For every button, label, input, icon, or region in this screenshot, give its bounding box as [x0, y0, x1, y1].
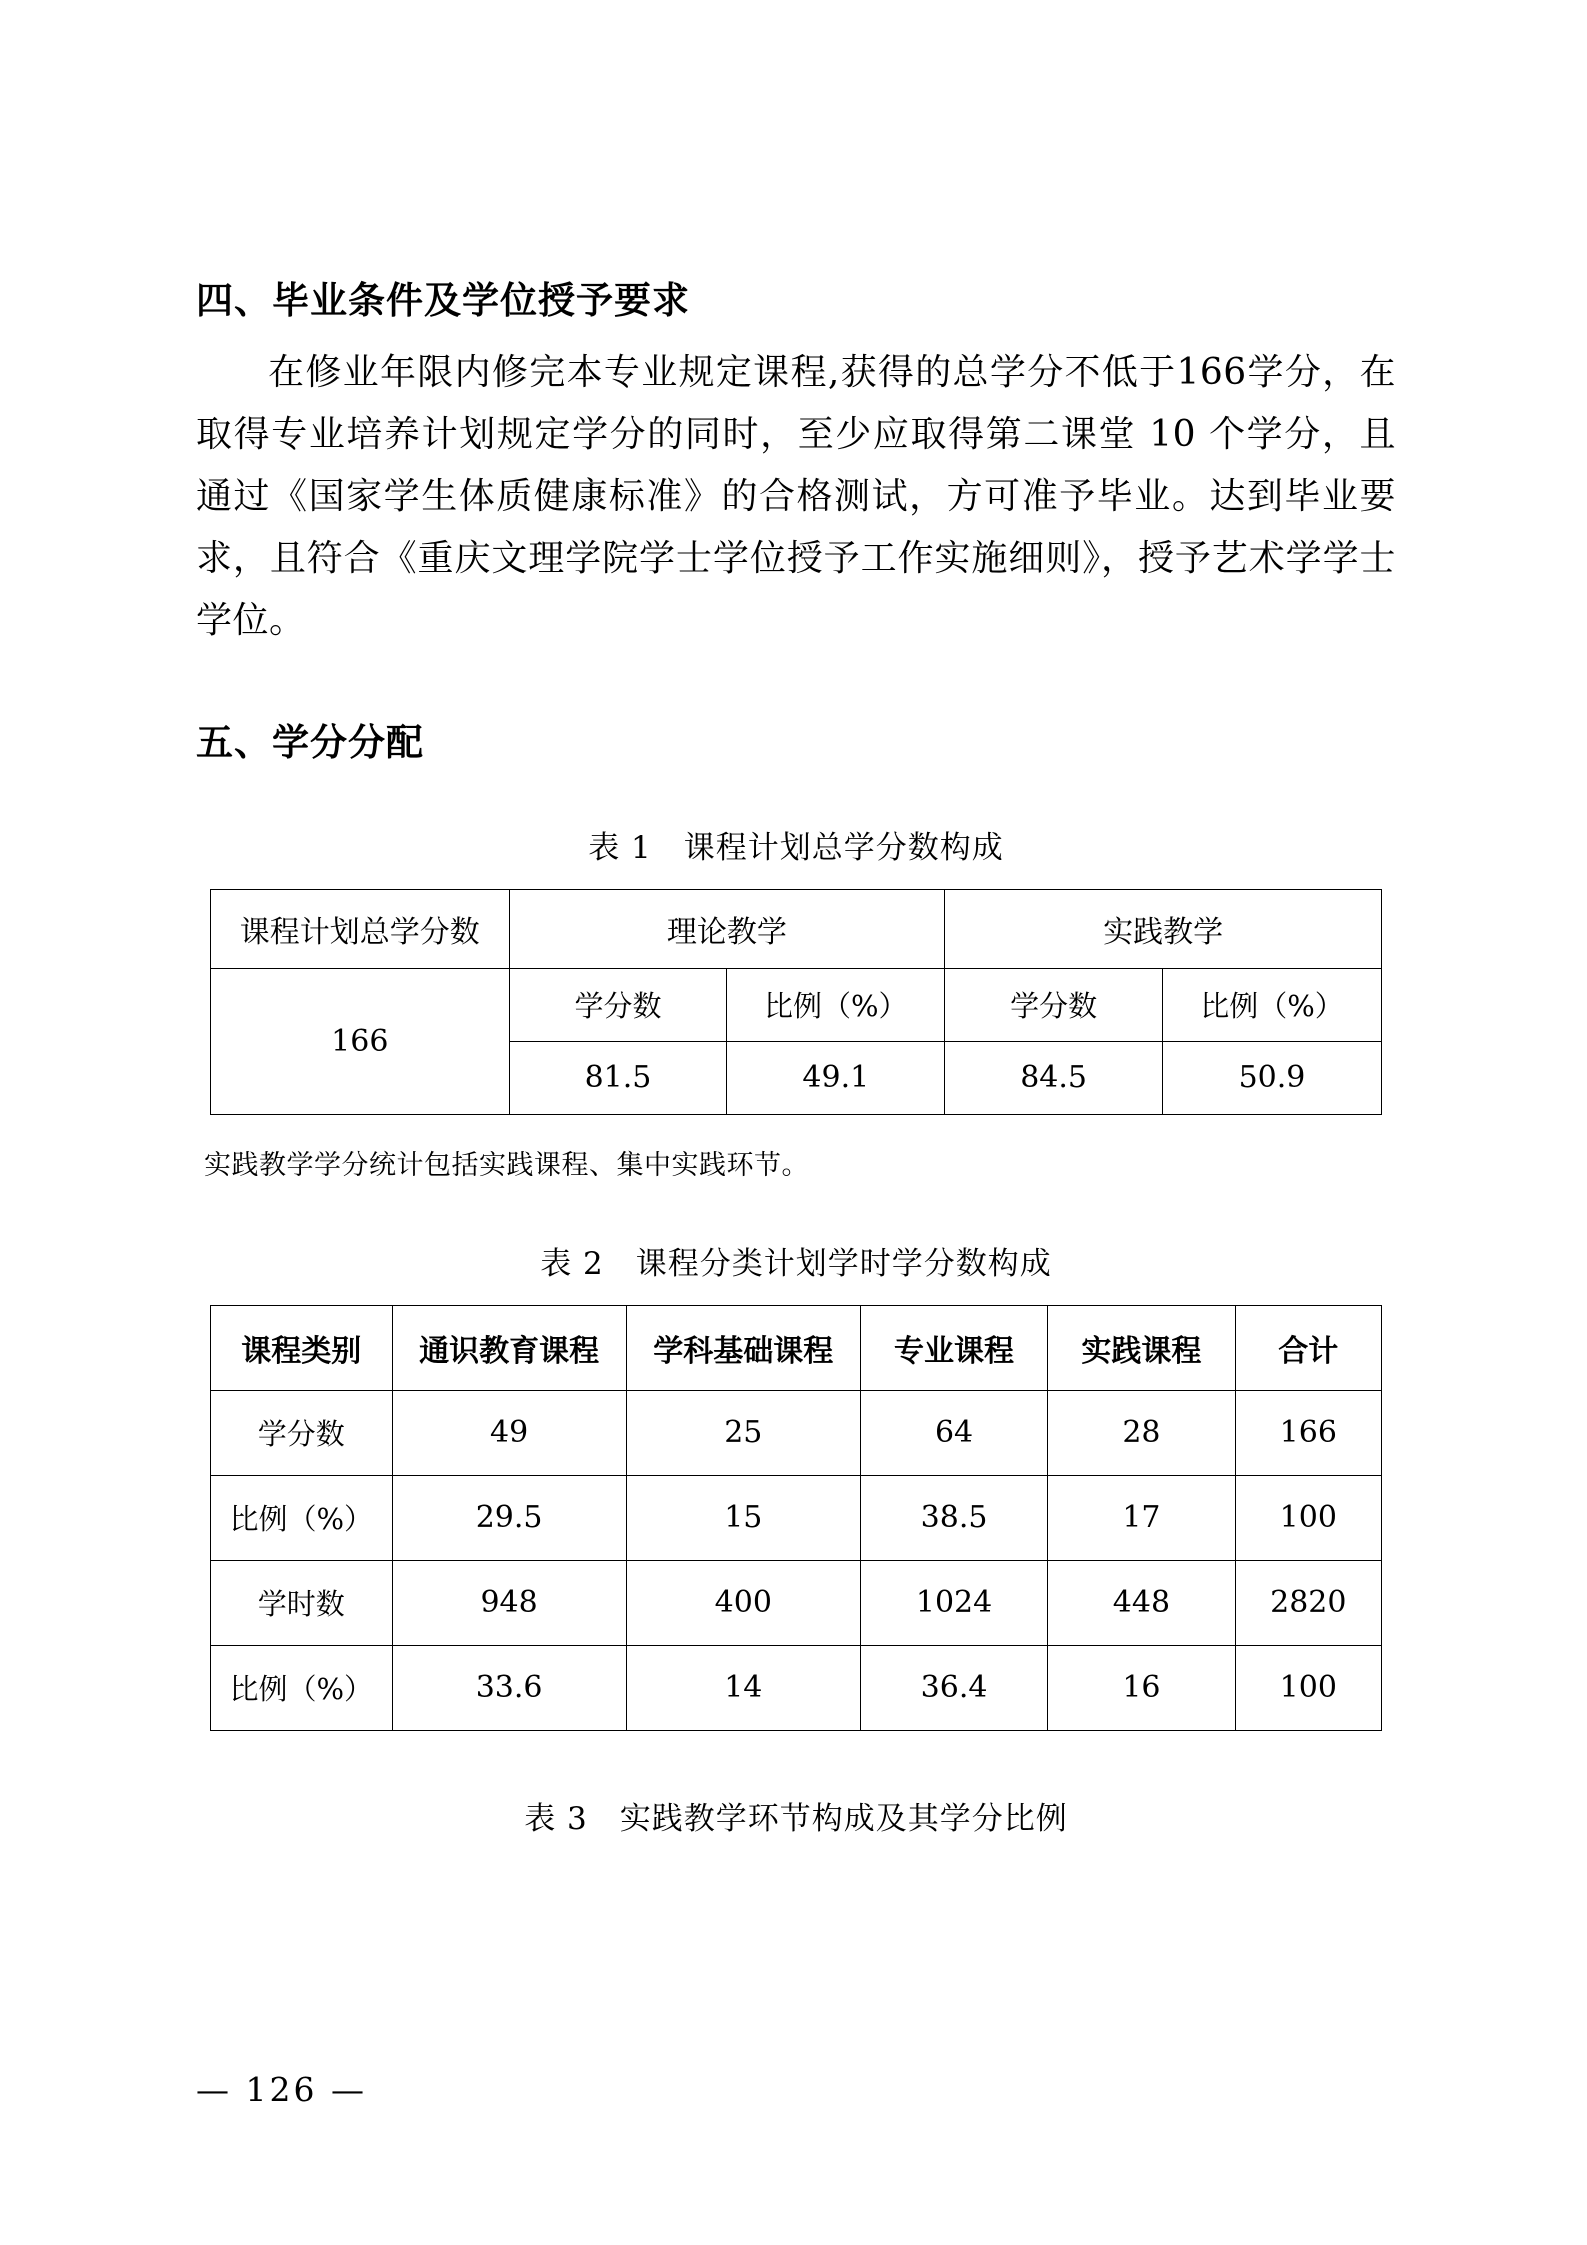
table1-value-2: 84.5	[945, 1041, 1163, 1114]
table2-row-2-value-0: 948	[392, 1560, 626, 1645]
table2-row-0-value-4: 166	[1235, 1390, 1381, 1475]
table1-header-theory: 理论教学	[509, 889, 945, 968]
table-row	[211, 1390, 1382, 1475]
table2-row-2-value-1: 400	[626, 1560, 860, 1645]
table2-row-1-value-4: 100	[1235, 1475, 1381, 1560]
table2-header-4: 实践课程	[1048, 1305, 1235, 1390]
table2-row-2-value-4: 2820	[1235, 1560, 1381, 1645]
table2-row-0-value-1: 25	[626, 1390, 860, 1475]
table2-row-2-value-3: 448	[1048, 1560, 1235, 1645]
table2-row-1-value-0: 29.5	[392, 1475, 626, 1560]
table-row	[211, 1475, 1382, 1560]
table2-header-3: 专业课程	[860, 1305, 1047, 1390]
table-1-note: 实践教学学分统计包括实践课程、集中实践环节。	[204, 1149, 809, 1181]
table-1-caption: 表 1 课程计划总学分数构成	[588, 829, 1004, 866]
table-course-category-composition	[210, 1305, 1382, 1731]
table2-row-1-value-3: 17	[1048, 1475, 1235, 1560]
table2-row-0-label: 学分数	[211, 1390, 393, 1475]
table-row	[211, 968, 1382, 1041]
table2-row-2-value-2: 1024	[860, 1560, 1047, 1645]
section-heading-4: 四、毕业条件及学位授予要求	[196, 280, 690, 321]
table2-header-0: 课程类别	[211, 1305, 393, 1390]
table1-value-1: 49.1	[727, 1041, 945, 1114]
table2-row-0-value-0: 49	[392, 1390, 626, 1475]
section-heading-5: 五、学分分配	[196, 721, 424, 763]
table2-header-5: 合计	[1235, 1305, 1381, 1390]
table1-total-value: 166	[211, 968, 510, 1114]
table2-row-3-value-3: 16	[1048, 1645, 1235, 1730]
table2-row-3-value-2: 36.4	[860, 1645, 1047, 1730]
table2-row-3-value-0: 33.6	[392, 1645, 626, 1730]
table2-row-3-value-1: 14	[626, 1645, 860, 1730]
table2-row-0-value-2: 64	[860, 1390, 1047, 1475]
table-row	[211, 1305, 1382, 1390]
table1-value-3: 50.9	[1162, 1041, 1381, 1114]
table-row	[211, 1560, 1382, 1645]
table1-subheader-2: 学分数	[945, 968, 1163, 1041]
table1-header-practice: 实践教学	[945, 889, 1382, 968]
table1-subheader-1: 比例（%）	[727, 968, 945, 1041]
table2-row-2-label: 学时数	[211, 1560, 393, 1645]
table-row	[211, 889, 1382, 968]
section-4-paragraph: 在修业年限内修完本专业规定课程,获得的总学分不低于166学分，在取得专业培养计划规定学分的同时，至少应取得第二课堂 10 个学分，且通过《国家学生体质健康标准》的合格测试，方可准予毕业。达到毕业要求，且符合《重庆文理学院学士学位授予工作实施细则》，授予艺术学学士学位。	[196, 352, 1396, 641]
table2-row-0-value-3: 28	[1048, 1390, 1235, 1475]
table2-row-3-value-4: 100	[1235, 1645, 1381, 1730]
table2-row-3-label: 比例（%）	[211, 1645, 393, 1730]
page-content	[196, 270, 1396, 1860]
table1-value-0: 81.5	[509, 1041, 727, 1114]
page-number: — 126 —	[196, 2070, 367, 2109]
table-credit-composition	[210, 889, 1382, 1115]
table2-header-2: 学科基础课程	[626, 1305, 860, 1390]
table1-subheader-3: 比例（%）	[1162, 968, 1381, 1041]
table-2-caption: 表 2 课程分类计划学时学分数构成	[540, 1245, 1052, 1282]
table2-header-1: 通识教育课程	[392, 1305, 626, 1390]
table2-row-1-label: 比例（%）	[211, 1475, 393, 1560]
table-3-caption: 表 3 实践教学环节构成及其学分比例	[524, 1800, 1068, 1837]
table1-header-total: 课程计划总学分数	[211, 889, 510, 968]
table1-subheader-0: 学分数	[509, 968, 727, 1041]
table2-row-1-value-1: 15	[626, 1475, 860, 1560]
table2-row-1-value-2: 38.5	[860, 1475, 1047, 1560]
table-row	[211, 1645, 1382, 1730]
